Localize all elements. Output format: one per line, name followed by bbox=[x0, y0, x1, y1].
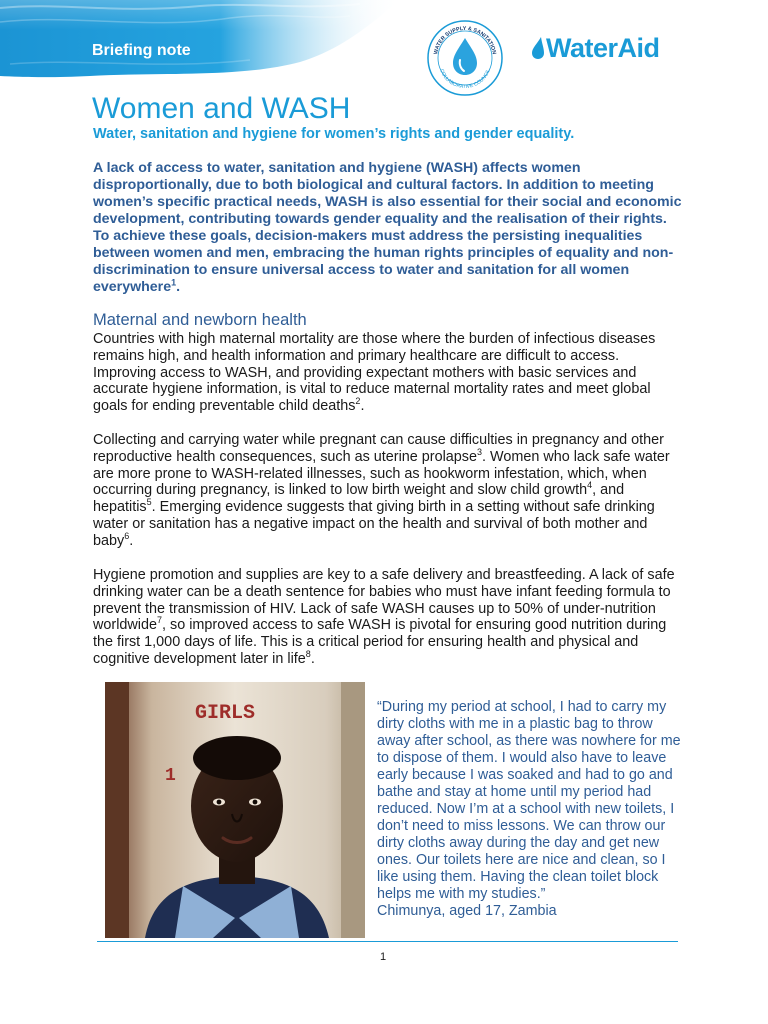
footer-divider bbox=[97, 941, 678, 942]
quote-text: “During my period at school, I had to carry my dirty cloths with me in a plastic bag to throw away after school, as there was nowhere for me to dispose of them. I would also have to leave early because I was soaked and had to go and bathe and stay at home until my period had reduced. Now I’m at a school with new toilets, I don’t need to miss lessons. We can throw our dirty cloths away during the day and get new ones. Our toilets here are nice and clean, so I like using them. Having the clean toilet block helps me with my studies.” bbox=[377, 699, 681, 902]
footnote-ref-4: 4 bbox=[587, 480, 593, 491]
p3-text-a: Hygiene promotion and supplies are key to a safe delivery and breastfeeding. A lack of safe drinking water can be a death sentence for babies who must have infant feeding formula to prevent the transmission of HIV. Lack of safe WASH causes up to 50% of under-nutrition worldwide bbox=[93, 567, 675, 634]
water-splash-graphic bbox=[0, 0, 400, 78]
footnote-ref-7: 7 bbox=[157, 615, 163, 626]
droplet-icon bbox=[530, 35, 546, 61]
page-number: 1 bbox=[380, 951, 387, 963]
p3-text-b: , so improved access to safe WASH is pivotal for ensuring good nutrition during the first 1,000 days of life. This is a critical period for ensuring health and physical and cognitive development later in life bbox=[93, 617, 667, 667]
council-logo bbox=[425, 18, 505, 98]
page-subtitle: Water, sanitation and hygiene for women’s rights and gender equality. bbox=[93, 126, 575, 142]
footnote-ref-6: 6 bbox=[124, 530, 130, 541]
p2-text-c: , and hepatitis bbox=[93, 482, 625, 516]
footnote-ref-5: 5 bbox=[146, 497, 152, 508]
p1-text: Countries with high maternal mortality are those where the burden of infectious diseases remains high, and health information and primary healthcare are difficult to access. Improving access to WASH, and providing expectant mothers with basic services and accurate hygiene information, is vital to reduce maternal mortality rates and meet global goals for ending preventable child deaths bbox=[93, 331, 656, 415]
wateraid-logo-text: WaterAid bbox=[546, 32, 660, 63]
footnote-ref-2: 2 bbox=[355, 396, 361, 407]
footnote-ref-1: 1 bbox=[171, 277, 177, 288]
quote-attribution: Chimunya, aged 17, Zambia bbox=[377, 903, 557, 919]
student-quote bbox=[377, 699, 683, 920]
p2-text-b: . Women who lack safe water are more prone to WASH-related illnesses, such as hookworm infestation, which, when occurring during pregnancy, is linked to low birth weight and slow child growth bbox=[93, 448, 670, 499]
girls-sign-text: GIRLS bbox=[195, 702, 256, 725]
body-paragraph-1 bbox=[93, 331, 683, 415]
page-title: Women and WASH bbox=[92, 92, 351, 125]
p1-end: . bbox=[360, 398, 365, 415]
p2-text-d: . Emerging evidence suggests that giving birth in a setting without safe drinking water or sanitation has a negative impact on the health and survival of both mother and baby bbox=[93, 499, 655, 549]
lead-end: . bbox=[176, 279, 181, 295]
student-portrait-image bbox=[105, 682, 365, 938]
svg-text:WATER SUPPLY & SANITATION: WATER SUPPLY & SANITATION bbox=[433, 25, 497, 55]
svg-text:COLLABORATIVE COUNCIL: COLLABORATIVE COUNCIL bbox=[438, 68, 492, 91]
body-paragraph-3 bbox=[93, 567, 683, 668]
section-heading-maternal: Maternal and newborn health bbox=[93, 311, 307, 329]
lead-text: A lack of access to water, sanitation and hygiene (WASH) affects women disproportionally, due to both biological and cultural factors. In addition to meeting women’s specific practical needs, WASH is also essential for their social and economic development, contributing towards gender equality and the realisation of their rights. To achieve these goals, decision-makers must address the persisting inequalities between women and men, embracing the human rights principles of equality and non-discrimination to ensure universal access to water and sanitation for all women everywhere bbox=[93, 160, 682, 295]
student-photo bbox=[105, 682, 365, 938]
wateraid-logo bbox=[530, 30, 660, 66]
body-paragraph-2 bbox=[93, 432, 683, 550]
header-water-band bbox=[0, 0, 400, 78]
p2-text-a: Collecting and carrying water while pregnant can cause difficulties in pregnancy and other reproductive health consequences, such as uterine prolapse bbox=[93, 432, 664, 465]
briefing-note-label: Briefing note bbox=[92, 42, 191, 59]
footnote-ref-3: 3 bbox=[477, 447, 483, 457]
p3-end: . bbox=[310, 650, 315, 667]
footnote-ref-8: 8 bbox=[305, 649, 311, 660]
p2-end: . bbox=[129, 532, 134, 549]
door-number-text: 1 bbox=[165, 766, 176, 786]
water-drop-seal-icon bbox=[425, 18, 505, 98]
lead-paragraph bbox=[93, 160, 683, 296]
